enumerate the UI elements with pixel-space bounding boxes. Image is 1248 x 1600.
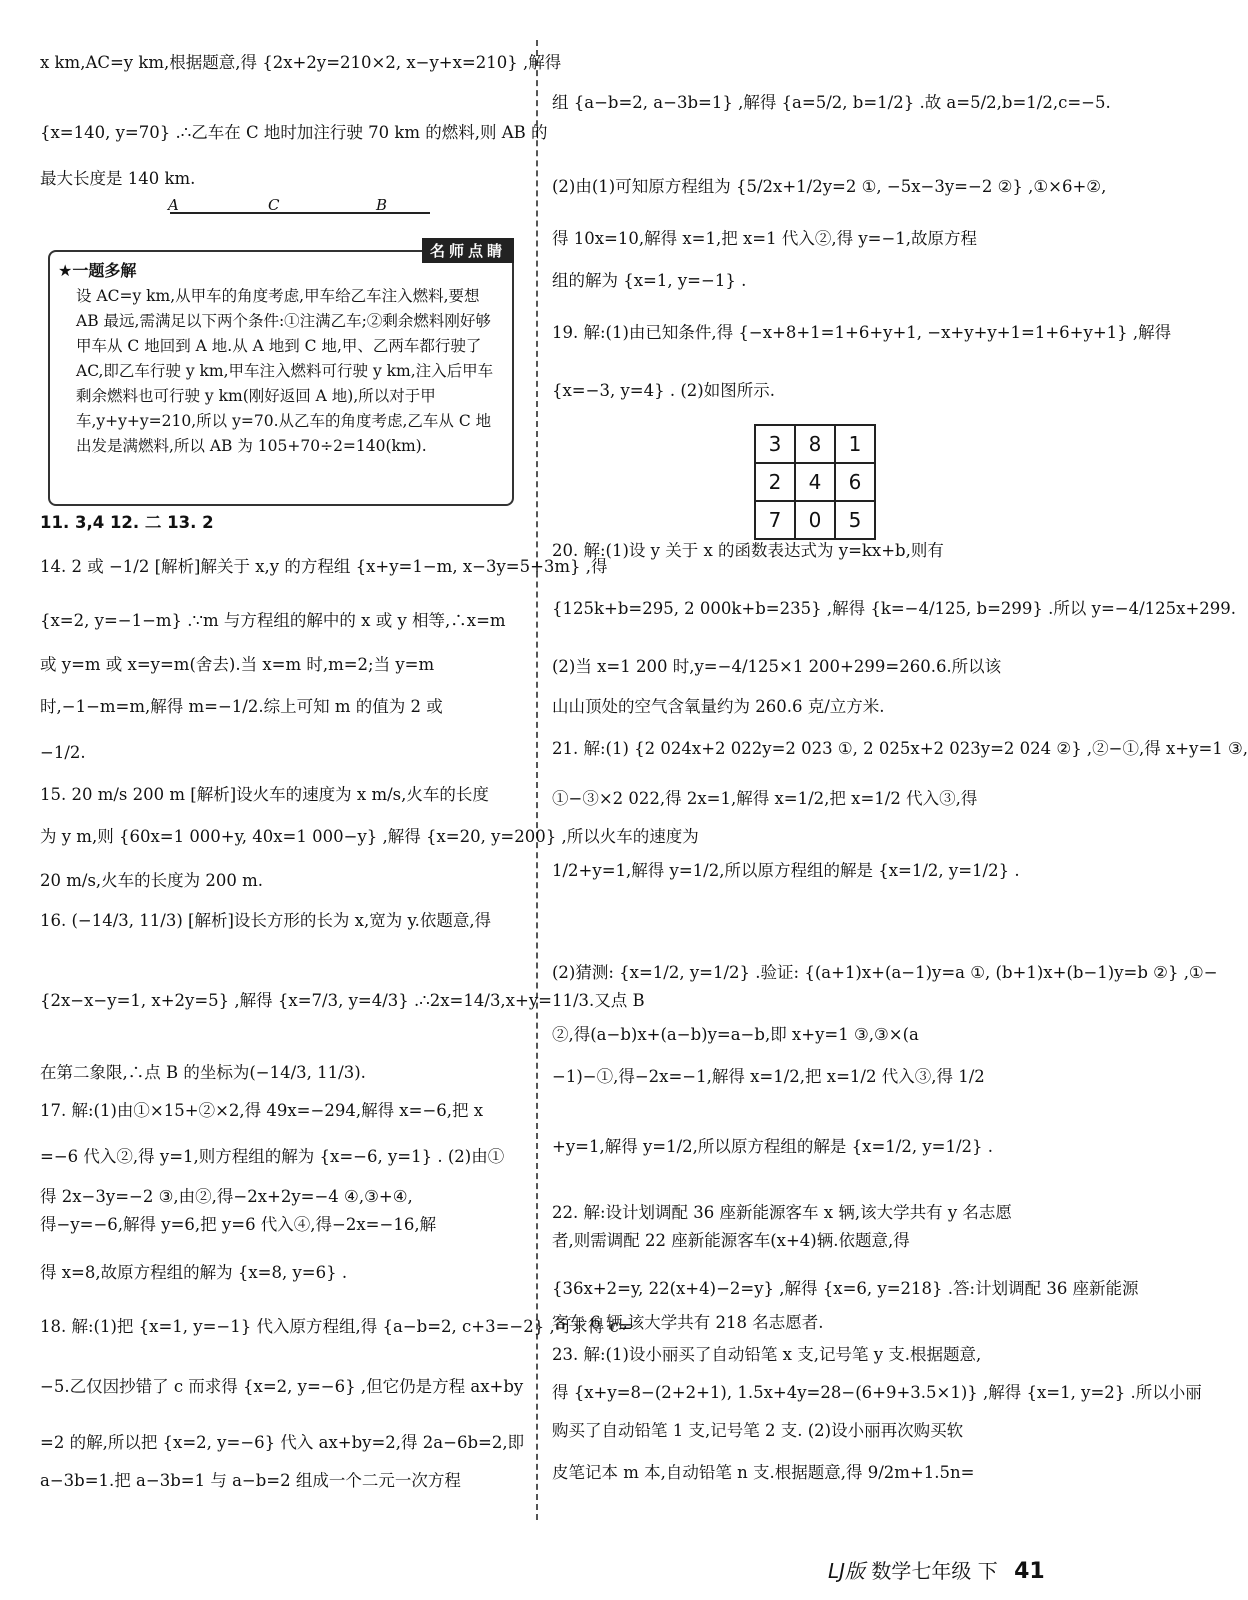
text-line: 客车 6 辆,该大学共有 218 名志愿者. <box>552 1313 824 1332</box>
magic-cell: 8 <box>795 425 835 463</box>
magic-cell: 5 <box>835 501 875 539</box>
text-line: (2)由(1)可知原方程组为 {5/2x+1/2y=2 ①, −5x−3y=−2 ②} ,①×6+②, <box>552 177 1107 196</box>
text-line: 为 y m,则 {60x=1 000+y, 40x=1 000−y} ,解得 {x=20, y=200} ,所以火车的速度为 <box>40 827 699 846</box>
text-line: 得 10x=10,解得 x=1,把 x=1 代入②,得 y=−1,故原方程 <box>552 229 978 248</box>
edition-label: LJ版 <box>828 1559 866 1583</box>
text-line: 最大长度是 140 km. <box>40 169 196 188</box>
tip-body: 设 AC=y km,从甲车的角度考虑,甲车给乙车注入燃料,要想 AB 最远,需满足以下两个条件:①注满乙车;②剩余燃料刚好够甲车从 C 地回到 A 地.从 A 地到 C 地,甲、乙两车都行驶了 AC,即乙车行驶 y km,甲车注入燃料可行驶 y km,注入后甲车剩余燃料也可行驶 y km(刚好返回 A 地),所以对于甲车,y+y+y=210,所以 y=70.从乙车的角度考虑,乙车从 C 地出发是满燃料,所以 AB 为 105+70÷2=140(km). <box>76 287 494 455</box>
text-line: −1/2. <box>40 743 86 762</box>
text-line: a−3b=1.把 a−3b=1 与 a−b=2 组成一个二元一次方程 <box>40 1471 461 1490</box>
text-line: 组 {a−b=2, a−3b=1} ,解得 {a=5/2, b=1/2} .故 a=5/2,b=1/2,c=−5. <box>552 93 1111 112</box>
column-divider <box>536 40 538 1520</box>
text-line: 20. 解:(1)设 y 关于 x 的函数表达式为 y=kx+b,则有 <box>552 541 944 560</box>
text-line: 14. 2 或 −1/2 [解析]解关于 x,y 的方程组 {x+y=1−m, x−3y=5+3m} ,得 <box>40 557 608 576</box>
magic-cell: 0 <box>795 501 835 539</box>
text-line: 得−y=−6,解得 y=6,把 y=6 代入④,得−2x=−16,解 <box>40 1215 437 1234</box>
text-line: 17. 解:(1)由①×15+②×2,得 49x=−294,解得 x=−6,把 x <box>40 1101 484 1120</box>
text-line: 15. 20 m/s 200 m [解析]设火车的速度为 x m/s,火车的长度 <box>40 785 489 804</box>
subject-label: 数学七年级 下 <box>871 1559 998 1583</box>
text-line: ①−③×2 022,得 2x=1,解得 x=1/2,把 x=1/2 代入③,得 <box>552 789 978 808</box>
magic-cell: 4 <box>795 463 835 501</box>
text-line: 或 y=m 或 x=y=m(舍去).当 x=m 时,m=2;当 y=m <box>40 655 435 674</box>
magic-cell: 6 <box>835 463 875 501</box>
text-line: −1)−①,得−2x=−1,解得 x=1/2,把 x=1/2 代入③,得 1/2 <box>552 1067 985 1086</box>
text-line: 在第二象限,∴点 B 的坐标为(−14/3, 11/3). <box>40 1063 366 1082</box>
page-footer <box>828 1555 1045 1584</box>
answer-11-13: 11. 3,4 12. 二 13. 2 <box>40 513 214 532</box>
tip-badge: 名师点睛 <box>422 238 514 263</box>
text-line: {x=2, y=−1−m} .∵m 与方程组的解中的 x 或 y 相等,∴x=m <box>40 611 506 630</box>
text-line: 者,则需调配 22 座新能源客车(x+4)辆.依题意,得 <box>552 1231 910 1250</box>
text-line: ②,得(a−b)x+(a−b)y=a−b,即 x+y=1 ③,③×(a <box>552 1025 919 1044</box>
text-line: 时,−1−m=m,解得 m=−1/2.综上可知 m 的值为 2 或 <box>40 697 443 716</box>
page-number: 41 <box>1014 1559 1045 1584</box>
magic-cell: 7 <box>755 501 795 539</box>
text-line: 1/2+y=1,解得 y=1/2,所以原方程组的解是 {x=1/2, y=1/2} . <box>552 861 1020 880</box>
text-line: 16. (−14/3, 11/3) [解析]设长方形的长为 x,宽为 y.依题意,得 <box>40 911 492 930</box>
text-line: 购买了自动铅笔 1 支,记号笔 2 支. (2)设小丽再次购买软 <box>552 1421 964 1440</box>
text-line: {125k+b=295, 2 000k+b=235} ,解得 {k=−4/125, b=299} .所以 y=−4/125x+299. <box>552 599 1237 618</box>
point-c-label: C <box>268 196 280 214</box>
text-line: 得 {x+y=8−(2+2+1), 1.5x+4y=28−(6+9+3.5×1)} ,解得 {x=1, y=2} .所以小丽 <box>552 1383 1202 1402</box>
text-line: 得 2x−3y=−2 ③,由②,得−2x+2y=−4 ④,③+④, <box>40 1187 413 1206</box>
text-line: 得 x=8,故原方程组的解为 {x=8, y=6} . <box>40 1263 348 1282</box>
text-line: {x=140, y=70} .∴乙车在 C 地时加注行驶 70 km 的燃料,则 AB 的 <box>40 123 548 142</box>
magic-square <box>754 424 876 540</box>
text-line: 组的解为 {x=1, y=−1} . <box>552 271 747 290</box>
text-line: +y=1,解得 y=1/2,所以原方程组的解是 {x=1/2, y=1/2} . <box>552 1137 994 1156</box>
magic-cell: 1 <box>835 425 875 463</box>
text-line: =−6 代入②,得 y=1,则方程组的解为 {x=−6, y=1} . (2)由① <box>40 1147 505 1166</box>
text-line: 皮笔记本 m 本,自动铅笔 n 支.根据题意,得 9/2m+1.5n= <box>552 1463 975 1482</box>
text-line: 23. 解:(1)设小丽买了自动铅笔 x 支,记号笔 y 支.根据题意, <box>552 1345 982 1364</box>
point-a-label: A <box>168 196 179 214</box>
text-line: =2 的解,所以把 {x=2, y=−6} 代入 ax+by=2,得 2a−6b=2,即 <box>40 1433 525 1452</box>
text-line: 20 m/s,火车的长度为 200 m. <box>40 871 264 890</box>
text-line: {2x−x−y=1, x+2y=5} ,解得 {x=7/3, y=4/3} .∴2x=14/3,x+y=11/3.又点 B <box>40 991 645 1010</box>
text-line: (2)猜测: {x=1/2, y=1/2} .验证: {(a+1)x+(a−1)y=a ①, (b+1)x+(b−1)y=b ②} ,①− <box>552 963 1218 982</box>
text-line: (2)当 x=1 200 时,y=−4/125×1 200+299=260.6.所以该 <box>552 657 1002 676</box>
segment-ab <box>170 212 430 214</box>
point-b-label: B <box>376 196 388 214</box>
text-line: x km,AC=y km,根据题意,得 {2x+2y=210×2, x−y+x=210} ,解得 <box>40 53 562 72</box>
text-line: 山山顶处的空气含氧量约为 260.6 克/立方米. <box>552 697 885 716</box>
text-line: 19. 解:(1)由已知条件,得 {−x+8+1=1+6+y+1, −x+y+y+1=1+6+y+1} ,解得 <box>552 323 1172 342</box>
text-line: 21. 解:(1) {2 024x+2 022y=2 023 ①, 2 025x+2 023y=2 024 ②} ,②−①,得 x+y=1 ③, <box>552 739 1248 758</box>
text-line: −5.乙仅因抄错了 c 而求得 {x=2, y=−6} ,但它仍是方程 ax+by <box>40 1377 524 1396</box>
tip-title: ★一题多解 <box>58 261 137 280</box>
text-line: 18. 解:(1)把 {x=1, y=−1} 代入原方程组,得 {a−b=2, c+3=−2} ,可求得 c= <box>40 1317 633 1336</box>
text-line: {x=−3, y=4} . (2)如图所示. <box>552 381 775 400</box>
text-line: 22. 解:设计划调配 36 座新能源客车 x 辆,该大学共有 y 名志愿 <box>552 1203 1012 1222</box>
magic-cell: 3 <box>755 425 795 463</box>
text-line: {36x+2=y, 22(x+4)−2=y} ,解得 {x=6, y=218} .答:计划调配 36 座新能源 <box>552 1279 1139 1298</box>
magic-cell: 2 <box>755 463 795 501</box>
tip-box <box>48 242 514 506</box>
